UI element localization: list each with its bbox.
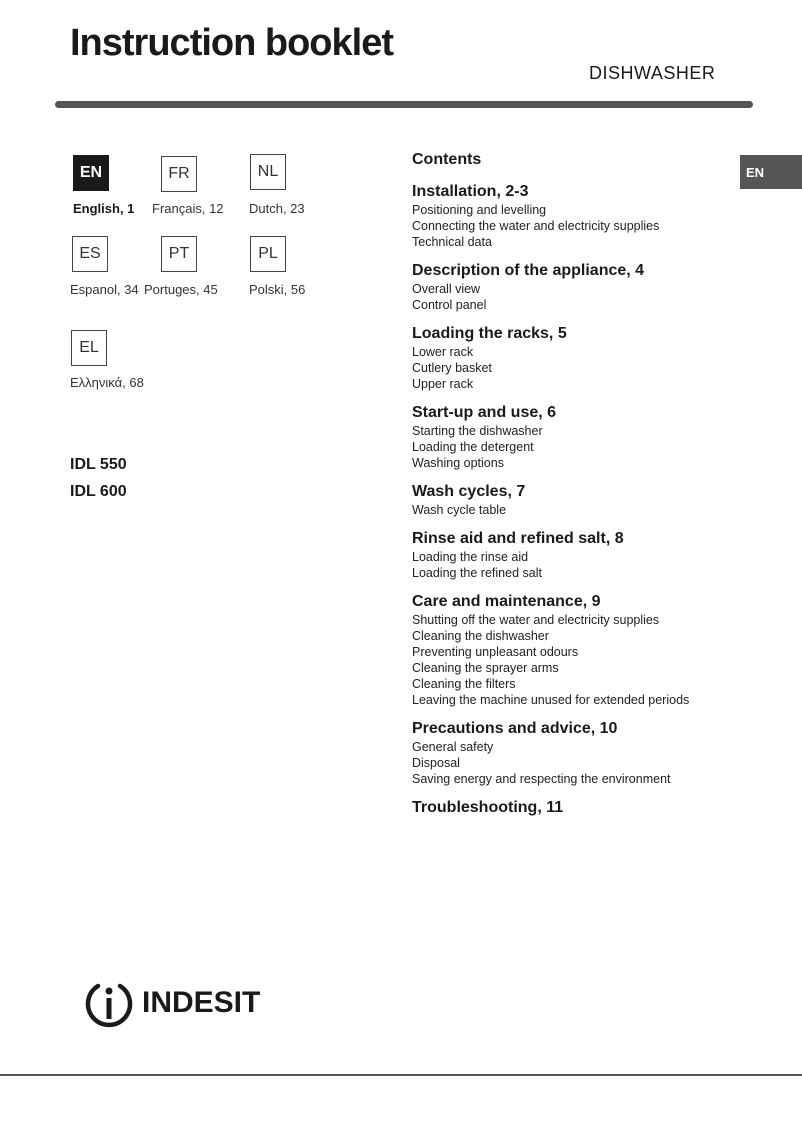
section-item[interactable]: Wash cycle table xyxy=(412,503,507,517)
lang-label-el[interactable]: Ελληνικά, 68 xyxy=(70,375,144,390)
model-name: IDL 550 xyxy=(70,456,127,473)
lang-box-pl[interactable]: PL xyxy=(250,236,286,272)
section-item[interactable]: Saving energy and respecting the environment xyxy=(412,772,671,786)
lang-label-pt[interactable]: Portuges, 45 xyxy=(144,282,218,297)
section-item[interactable]: Cleaning the filters xyxy=(412,677,516,691)
contents-section xyxy=(412,798,742,818)
header-divider xyxy=(55,101,753,108)
section-item[interactable]: Upper rack xyxy=(412,377,474,391)
model-name: IDL 600 xyxy=(70,483,127,500)
section-item[interactable]: Preventing unpleasant odours xyxy=(412,645,579,659)
footer-divider xyxy=(0,1074,802,1076)
lang-box-es[interactable]: ES xyxy=(72,236,108,272)
contents-section xyxy=(412,482,742,518)
contents-section xyxy=(412,719,742,787)
lang-box-nl[interactable]: NL xyxy=(250,154,286,190)
table-of-contents xyxy=(412,150,742,829)
section-item[interactable]: Leaving the machine unused for extended periods xyxy=(412,693,690,707)
lang-label-pl[interactable]: Polski, 56 xyxy=(249,282,306,297)
section-item[interactable]: Disposal xyxy=(412,756,460,770)
section-item[interactable]: Connecting the water and electricity supplies xyxy=(412,219,660,233)
section-title[interactable]: Installation, 2-3 xyxy=(412,183,529,200)
contents-section xyxy=(412,261,742,313)
page-subtitle: DISHWASHER xyxy=(589,63,716,83)
section-title[interactable]: Precautions and advice, 10 xyxy=(412,720,618,737)
lang-label-en[interactable]: English, 1 xyxy=(73,201,135,216)
section-item[interactable]: Loading the refined salt xyxy=(412,566,542,580)
section-title[interactable]: Wash cycles, 7 xyxy=(412,483,526,500)
contents-section xyxy=(412,592,742,708)
section-item[interactable]: Overall view xyxy=(412,282,481,296)
section-title[interactable]: Care and maintenance, 9 xyxy=(412,593,601,610)
section-item[interactable]: General safety xyxy=(412,740,494,754)
section-item[interactable]: Cleaning the sprayer arms xyxy=(412,661,559,675)
contents-heading: Contents xyxy=(412,151,482,168)
section-title[interactable]: Troubleshooting, 11 xyxy=(412,799,564,816)
section-title[interactable]: Description of the appliance, 4 xyxy=(412,262,645,279)
section-item[interactable]: Loading the detergent xyxy=(412,440,534,454)
lang-box-el[interactable]: EL xyxy=(71,330,107,366)
section-item[interactable]: Positioning and levelling xyxy=(412,203,547,217)
contents-sections xyxy=(412,182,742,818)
section-item[interactable]: Starting the dishwasher xyxy=(412,424,543,438)
brand-logo xyxy=(84,978,260,1028)
indesit-logo-icon xyxy=(84,978,134,1028)
page-title: Instruction booklet xyxy=(70,22,393,64)
lang-label-nl[interactable]: Dutch, 23 xyxy=(249,201,305,216)
contents-section xyxy=(412,182,742,250)
section-item[interactable]: Lower rack xyxy=(412,345,474,359)
lang-box-fr[interactable]: FR xyxy=(161,156,197,192)
lang-box-pt[interactable]: PT xyxy=(161,236,197,272)
section-item[interactable]: Washing options xyxy=(412,456,504,470)
section-title[interactable]: Start-up and use, 6 xyxy=(412,404,557,421)
language-side-tab: EN xyxy=(740,155,802,189)
contents-section xyxy=(412,403,742,471)
section-item[interactable]: Shutting off the water and electricity supplies xyxy=(412,613,660,627)
brand-name: INDESIT xyxy=(142,986,261,1019)
section-item[interactable]: Cutlery basket xyxy=(412,361,492,375)
lang-label-es[interactable]: Espanol, 34 xyxy=(70,282,139,297)
section-title[interactable]: Loading the racks, 5 xyxy=(412,325,567,342)
section-item[interactable]: Control panel xyxy=(412,298,487,312)
contents-section xyxy=(412,529,742,581)
section-item[interactable]: Technical data xyxy=(412,235,492,249)
section-title[interactable]: Rinse aid and refined salt, 8 xyxy=(412,530,624,547)
section-item[interactable]: Cleaning the dishwasher xyxy=(412,629,549,643)
lang-label-fr[interactable]: Français, 12 xyxy=(152,201,224,216)
contents-section xyxy=(412,324,742,392)
lang-box-en[interactable]: EN xyxy=(73,155,109,191)
section-item[interactable]: Loading the rinse aid xyxy=(412,550,529,564)
